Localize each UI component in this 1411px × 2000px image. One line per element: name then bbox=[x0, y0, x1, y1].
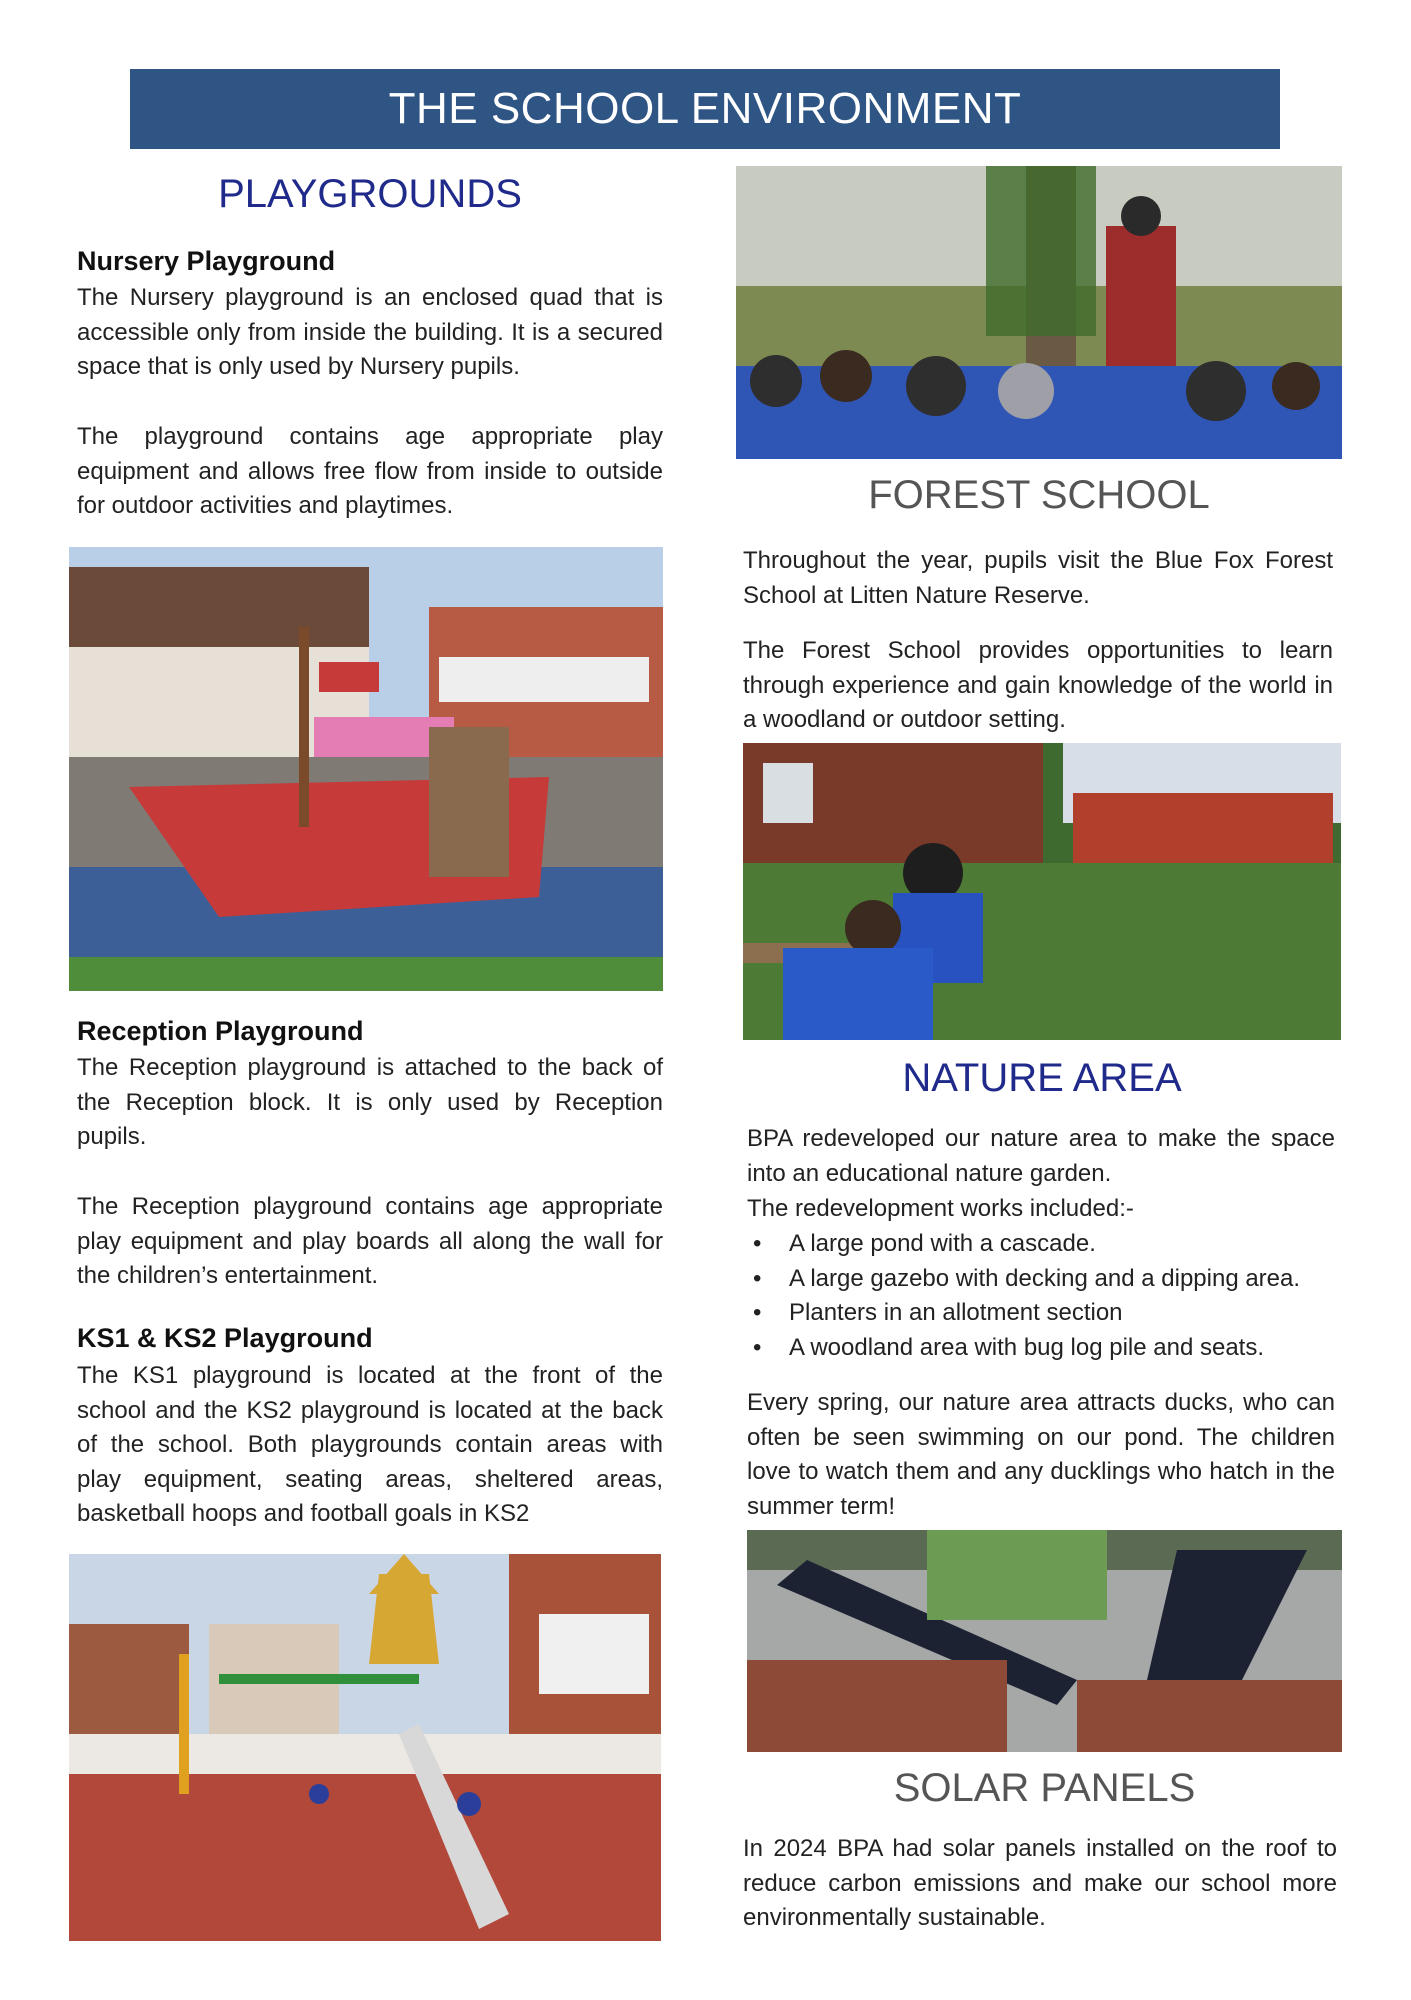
nature-area-text-2: Every spring, our nature area attracts ducks, who can often be seen swimming on our pond. The children love to watch them and any ducklings who hatch in the summer term! bbox=[747, 1389, 1335, 1520]
solar-panels-text-1: In 2024 BPA had solar panels installed on the roof to reduce carbon emissions and make our school more environmentally sustainable. bbox=[743, 1835, 1337, 1932]
ks-heading: KS1 & KS2 Playground bbox=[77, 1323, 373, 1353]
nursery-playground-photo bbox=[69, 547, 663, 991]
list-item: • A large pond with a cascade. bbox=[747, 1227, 1335, 1262]
reception-text-1: The Reception playground is attached to the back of the Reception block. It is only used by Reception pupils. bbox=[77, 1054, 663, 1151]
reception-text-2: The Reception playground contains age appropriate play equipment and play boards all along the wall for the children’s entertainment. bbox=[77, 1193, 663, 1290]
nature-area-title: NATURE AREA bbox=[902, 1056, 1182, 1100]
list-item: • A woodland area with bug log pile and seats. bbox=[747, 1331, 1335, 1366]
page-title-banner bbox=[130, 69, 1280, 149]
ks-playground-photo bbox=[69, 1554, 661, 1941]
nature-area-list-intro: The redevelopment works included:- bbox=[747, 1195, 1134, 1222]
solar-panels-title: SOLAR PANELS bbox=[893, 1766, 1196, 1810]
forest-school-text-2: The Forest School provides opportunities to learn through experience and gain knowledge of the world in a woodland or outdoor setting. bbox=[743, 637, 1333, 734]
nature-area-photo bbox=[743, 743, 1341, 1040]
nursery-text-1: The Nursery playground is an enclosed quad that is accessible only from inside the building. It is a secured space that is only used by Nursery pupils. bbox=[77, 284, 663, 381]
page-title: THE SCHOOL ENVIRONMENT bbox=[388, 84, 1022, 133]
reception-heading: Reception Playground bbox=[77, 1016, 364, 1046]
ks-text-1: The KS1 playground is located at the front of the school and the KS2 playground is located at the back of the school. Both playgrounds contain areas with play equipment, seating areas, sheltered areas, basketball hoops and football goals in KS2 bbox=[77, 1362, 663, 1528]
nursery-heading: Nursery Playground bbox=[77, 246, 336, 276]
forest-school-text-1: Throughout the year, pupils visit the Blue Fox Forest School at Litten Nature Reserve. bbox=[743, 547, 1333, 609]
nature-area-text-1: BPA redeveloped our nature area to make the space into an educational nature garden. bbox=[747, 1125, 1335, 1187]
playgrounds-title: PLAYGROUNDS bbox=[218, 172, 522, 216]
list-item: • Planters in an allotment section bbox=[747, 1296, 1335, 1331]
forest-school-title: FOREST SCHOOL bbox=[868, 473, 1210, 517]
nursery-text-2: The playground contains age appropriate play equipment and allows free flow from inside to outside for outdoor activities and playtimes. bbox=[77, 423, 663, 520]
solar-panels-photo bbox=[747, 1530, 1342, 1752]
nature-area-list bbox=[747, 1227, 1335, 1365]
list-item: • A large gazebo with decking and a dipping area. bbox=[747, 1262, 1335, 1297]
forest-school-photo bbox=[736, 166, 1342, 459]
